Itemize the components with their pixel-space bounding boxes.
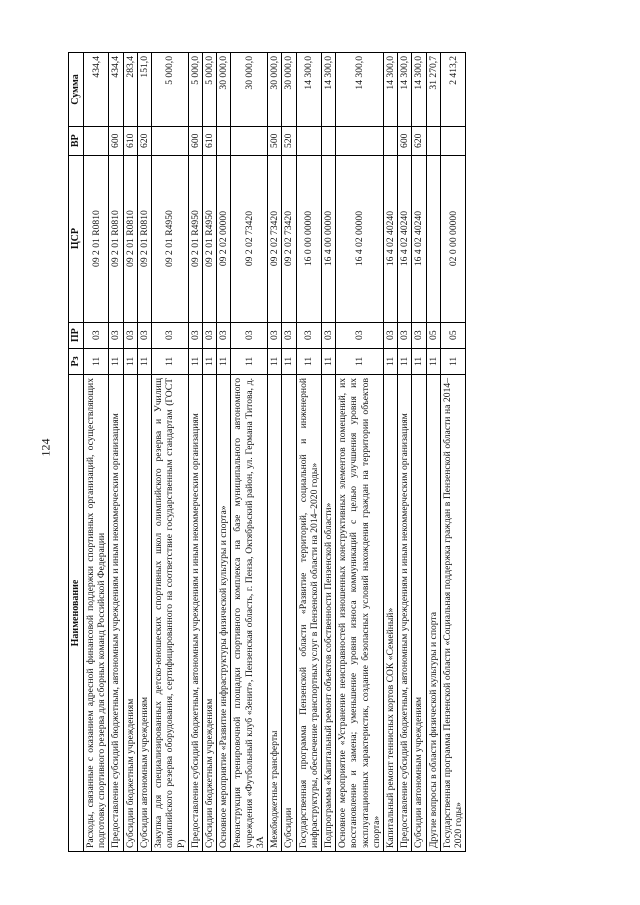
- cell-pr: 03: [412, 322, 426, 348]
- cell-sum: 30 000,0: [282, 53, 296, 127]
- cell-name: Основное мероприятие «Развитие инфраструктуры физической культуры и спорта»: [217, 375, 231, 852]
- cell-rz: 11: [84, 348, 109, 374]
- cell-sum: 30 000,0: [231, 53, 268, 127]
- table-row: [398, 53, 412, 852]
- cell-vr: 620: [137, 126, 151, 155]
- cell-sum: 30 000,0: [217, 53, 231, 127]
- cell-vr: [84, 126, 109, 155]
- cell-pr: 03: [384, 322, 398, 348]
- cell-csr: 09 2 01 R0810: [84, 155, 109, 322]
- cell-rz: 11: [123, 348, 137, 374]
- table-header-row: [69, 53, 84, 852]
- cell-rz: 11: [152, 348, 189, 374]
- cell-rz: 11: [217, 348, 231, 374]
- header-rz: Рз: [69, 348, 84, 374]
- cell-name: Субсидии: [282, 375, 296, 852]
- cell-name: Предоставление субсидий бюджетным, автономным учреждениям и иным некоммерческим организациям: [188, 375, 202, 852]
- header-sum: Сумма: [69, 53, 84, 127]
- cell-pr: 05: [426, 322, 440, 348]
- cell-vr: [152, 126, 189, 155]
- budget-table: [68, 52, 466, 852]
- cell-csr: 09 2 01 R4950: [152, 155, 189, 322]
- cell-pr: 03: [202, 322, 216, 348]
- cell-vr: [426, 126, 440, 155]
- cell-pr: 03: [137, 322, 151, 348]
- cell-pr: 03: [217, 322, 231, 348]
- header-name: Наименование: [69, 375, 84, 852]
- cell-rz: 11: [384, 348, 398, 374]
- cell-pr: 05: [440, 322, 465, 348]
- cell-sum: 14 300,0: [412, 53, 426, 127]
- cell-pr: 03: [282, 322, 296, 348]
- cell-csr: 16 4 02 40240: [384, 155, 398, 322]
- cell-vr: [440, 126, 465, 155]
- cell-rz: 11: [412, 348, 426, 374]
- cell-pr: 03: [188, 322, 202, 348]
- cell-csr: 16 4 02 40240: [412, 155, 426, 322]
- table-row: [282, 53, 296, 852]
- cell-pr: 03: [336, 322, 384, 348]
- table-row: [217, 53, 231, 852]
- cell-sum: 14 300,0: [296, 53, 321, 127]
- cell-vr: [231, 126, 268, 155]
- cell-name: Субсидии автономным учреждениям: [137, 375, 151, 852]
- cell-csr: 09 2 02 73420: [282, 155, 296, 322]
- table-row: [137, 53, 151, 852]
- cell-rz: 11: [440, 348, 465, 374]
- cell-name: Межбюджетные трансферты: [268, 375, 282, 852]
- cell-pr: 03: [296, 322, 321, 348]
- cell-vr: [336, 126, 384, 155]
- cell-pr: 03: [231, 322, 268, 348]
- table-row: [84, 53, 109, 852]
- cell-csr: 16 4 02 40240: [398, 155, 412, 322]
- cell-sum: 434,4: [84, 53, 109, 127]
- table-row: [412, 53, 426, 852]
- cell-rz: 11: [426, 348, 440, 374]
- cell-sum: 283,4: [123, 53, 137, 127]
- cell-csr: 09 2 02 00000: [217, 155, 231, 322]
- cell-rz: 11: [202, 348, 216, 374]
- cell-sum: 14 300,0: [398, 53, 412, 127]
- header-pr: ПР: [69, 322, 84, 348]
- cell-pr: 03: [84, 322, 109, 348]
- table-row: [202, 53, 216, 852]
- cell-csr: 09 2 01 R0810: [123, 155, 137, 322]
- cell-csr: 02 0 00 00000: [440, 155, 465, 322]
- cell-rz: 11: [321, 348, 335, 374]
- cell-rz: 11: [268, 348, 282, 374]
- cell-vr: [384, 126, 398, 155]
- cell-name: Предоставление субсидий бюджетным, автономным учреждениям и иным некоммерческим организациям: [398, 375, 412, 852]
- cell-csr: 16 4 02 00000: [336, 155, 384, 322]
- cell-name: Субсидии автономным учреждениям: [412, 375, 426, 852]
- cell-csr: 09 2 01 R0810: [137, 155, 151, 322]
- cell-sum: 5 000,0: [188, 53, 202, 127]
- cell-pr: 03: [109, 322, 123, 348]
- cell-sum: 14 300,0: [321, 53, 335, 127]
- cell-csr: 09 2 02 73420: [231, 155, 268, 322]
- cell-rz: 11: [336, 348, 384, 374]
- cell-name: Капитальный ремонт теннисных кортов СОК «Семейный»: [384, 375, 398, 852]
- cell-name: Закупка для специализированных детско-юношеских спортивных школ олимпийского резерва и Училищ олимпийского резерва оборудования, сертифицированного на соответствие государственным стандартам (ГОСТ Р): [152, 375, 189, 852]
- cell-vr: 610: [202, 126, 216, 155]
- cell-name: Субсидии бюджетным учреждениям: [202, 375, 216, 852]
- cell-sum: 2 413,2: [440, 53, 465, 127]
- cell-name: Государственная программа Пензенской области «Социальная поддержка граждан в Пензенской области на 2014–2020 годы»: [440, 375, 465, 852]
- cell-name: Основное мероприятие «Устранение неисправностей изношенных конструктивных элементов помещений, их восстановление и замена; уменьшение уровня износа коммуникаций с целью улучшения уровня их эксплуатационных характеристик, создание безопасных условий нахождения граждан на территории объектов спорта»: [336, 375, 384, 852]
- cell-sum: 151,0: [137, 53, 151, 127]
- cell-rz: 11: [296, 348, 321, 374]
- cell-name: Расходы, связанные с оказанием адресной финансовой поддержки спортивных организаций, осуществляющих подготовку спортивного резерва для сборных команд Российской Федерации: [84, 375, 109, 852]
- cell-name: Подпрограмма «Капитальный ремонт объектов собственности Пензенской области»: [321, 375, 335, 852]
- cell-name: Государственная программа Пензенской области «Развитие территорий, социальной и инженерной инфраструктуры, обеспечение транспортных услуг в Пензенской области на 2014–2020 годы»: [296, 375, 321, 852]
- cell-rz: 11: [231, 348, 268, 374]
- table-row: [440, 53, 465, 852]
- table-row: [188, 53, 202, 852]
- cell-rz: 11: [137, 348, 151, 374]
- cell-name: Предоставление субсидий бюджетным, автономным учреждениям и иным некоммерческим организациям: [109, 375, 123, 852]
- cell-csr: 09 2 01 R0810: [109, 155, 123, 322]
- table-row: [231, 53, 268, 852]
- cell-rz: 11: [109, 348, 123, 374]
- cell-vr: 600: [188, 126, 202, 155]
- cell-name: Субсидии бюджетным учреждениям: [123, 375, 137, 852]
- cell-vr: 610: [123, 126, 137, 155]
- cell-rz: 11: [282, 348, 296, 374]
- cell-sum: 434,4: [109, 53, 123, 127]
- cell-sum: 14 300,0: [336, 53, 384, 127]
- header-vr: ВР: [69, 126, 84, 155]
- cell-pr: 03: [268, 322, 282, 348]
- cell-pr: 03: [321, 322, 335, 348]
- cell-pr: 03: [152, 322, 189, 348]
- cell-vr: [321, 126, 335, 155]
- table-row: [296, 53, 321, 852]
- cell-sum: 5 000,0: [152, 53, 189, 127]
- cell-vr: 520: [282, 126, 296, 155]
- cell-name: Реконструкция тренировочной площадки спортивного комплекса на базе муниципального автономного учреждения «Футбольный клуб «Зенит», Пензенская область, г. Пенза, Октябрьский район, ул. Германа Титова, д. 3А: [231, 375, 268, 852]
- table-row: [123, 53, 137, 852]
- table-row: [109, 53, 123, 852]
- cell-vr: 600: [109, 126, 123, 155]
- cell-sum: 5 000,0: [202, 53, 216, 127]
- cell-vr: 500: [268, 126, 282, 155]
- cell-csr: [426, 155, 440, 322]
- cell-vr: 600: [398, 126, 412, 155]
- table-row: [321, 53, 335, 852]
- cell-sum: 31 270,7: [426, 53, 440, 127]
- cell-csr: 09 2 02 73420: [268, 155, 282, 322]
- cell-pr: 03: [398, 322, 412, 348]
- cell-csr: 16 4 00 00000: [321, 155, 335, 322]
- table-row: [336, 53, 384, 852]
- cell-sum: 14 300,0: [384, 53, 398, 127]
- cell-csr: 09 2 01 R4950: [188, 155, 202, 322]
- cell-sum: 30 000,0: [268, 53, 282, 127]
- cell-csr: 09 2 01 R4950: [202, 155, 216, 322]
- table-row: [426, 53, 440, 852]
- table-row: [268, 53, 282, 852]
- page-number: 124: [38, 438, 53, 457]
- cell-vr: [217, 126, 231, 155]
- cell-vr: [296, 126, 321, 155]
- cell-csr: 16 0 00 00000: [296, 155, 321, 322]
- table-row: [384, 53, 398, 852]
- cell-rz: 11: [398, 348, 412, 374]
- rotated-page-content: [68, 52, 608, 852]
- cell-vr: 620: [412, 126, 426, 155]
- table-row: [152, 53, 189, 852]
- cell-name: Другие вопросы в области физической культуры и спорта: [426, 375, 440, 852]
- header-csr: ЦСР: [69, 155, 84, 322]
- cell-pr: 03: [123, 322, 137, 348]
- cell-rz: 11: [188, 348, 202, 374]
